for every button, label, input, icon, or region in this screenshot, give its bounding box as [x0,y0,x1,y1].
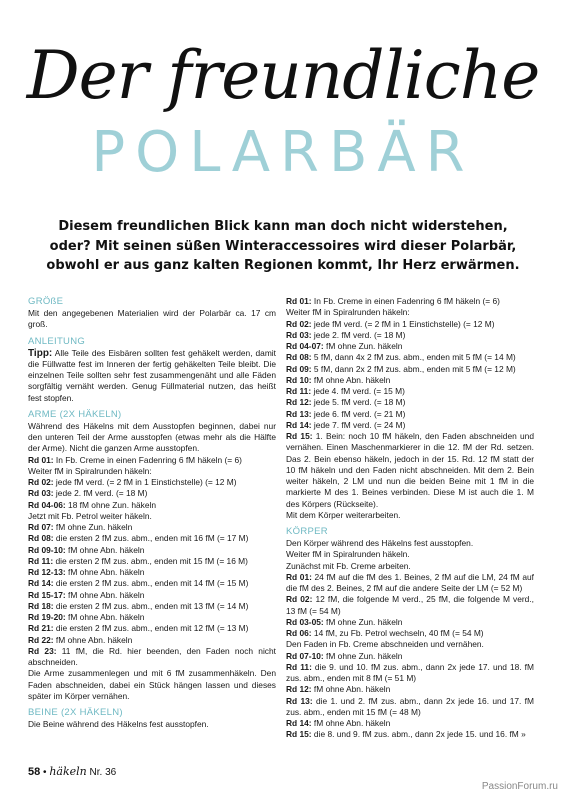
row-text: Weiter fM in Spiralrunden häkeln: [28,465,152,476]
row-label: Rd 04-06: [28,499,66,510]
instruction-row [286,628,534,639]
instruction-row [286,375,534,386]
row-text: Jetzt mit Fb. Petrol weiter häkeln. [28,510,152,521]
row-label: Rd 12: [286,684,312,695]
row-text: fM ohne Abn. häkeln [65,567,145,577]
row-label: Rd 22: [28,634,54,645]
row-text: 24 fM auf die fM des 1. Beines, 2 fM auf die LM, 24 fM auf die fM des 2. Beines, 2 fM auf die andere Seite der LM (= 52 M) [286,571,534,593]
row-text: Zunächst mit Fb. Creme arbeiten. [286,560,411,571]
tipp-text: Alle Teile des Eisbären sollten fest gehäkelt werden, damit die Füllwatte fest im Inneren der fertig gehäkelten Teile bleibt. Die einzelnen Teile sollten sehr fest zusammengenäht und alle Fäden sorgfältig vernäht werden. Genug Füllmaterial nutzen, das heißt fest stopfen. [28,347,276,403]
instruction-row [286,594,534,617]
row-text: fM ohne Abn. häkeln [65,589,145,600]
instruction-row [286,319,534,330]
instruction-row [28,477,276,488]
row-text: fM ohne Zun. häkeln [323,341,403,351]
instruction-row [28,623,276,634]
instruction-row [286,296,534,307]
row-text: fM ohne Zun. häkeln [53,522,133,532]
row-label: Rd 12: [286,397,312,408]
intro-text: Diesem freundlichen Blick kann man doch nicht widerstehen, oder? Mit seinen süßen Winteraccessoires wird dieser Polarbär, obwohl er aus ganz kalten Regionen kommt, Ihr Herz erwärmen. [46,219,520,273]
page-subtitle: POLARBÄR [91,120,475,185]
row-label: Rd 03-05: [286,616,324,627]
section-heading-beine: BEINE (2X HÄKELN) [28,707,123,718]
row-label: Rd 02: [286,594,313,605]
instruction-row [286,386,534,397]
row-text: 12 fM, die folgende M verd., 25 fM, die folgende M verd., 13 fM (= 54 M) [286,594,534,616]
koerper-pre: Mit dem Körper weiterarbeiten. [286,509,401,520]
row-text: 11 fM, die Rd. hier beenden, den Faden noch nicht abschneiden. [28,645,276,667]
row-text: 5 fM, dann 2x 2 fM zus. abm., enden mit 5 fM (= 12 M) [311,363,516,374]
row-label: Rd 08: [28,533,54,544]
row-text: In Fb. Creme in einen Fadenring 6 fM häkeln (= 6) [311,296,500,306]
left-column [28,296,276,730]
row-text: Den Faden in Fb. Creme abschneiden und vernähen. [286,639,484,650]
row-text: die ersten 2 fM zus. abm., enden mit 15 fM (= 16 M) [53,555,248,566]
instruction-row [28,466,276,477]
row-label: Rd 15: [286,431,313,441]
row-label: Rd 09-10: [28,544,66,555]
instruction-row [28,578,276,589]
instruction-row [28,601,276,612]
row-label: Rd 07-10: [286,650,324,661]
row-label: Rd 14: [286,419,312,430]
tipp-paragraph [28,348,276,404]
row-label: Rd 08: [286,352,312,363]
issue-number: Nr. 36 [89,767,117,778]
instruction-row [286,684,534,695]
row-label: Rd 02: [28,477,54,487]
row-label: Rd 18: [28,600,54,611]
row-label: Rd 01: [286,571,312,582]
row-label: Rd 13: [286,408,312,419]
instruction-row [286,639,534,650]
row-label: Rd 09: [286,363,312,374]
row-text: fM ohne Abn. häkeln [65,544,145,555]
arme-intro: Während des Häkelns mit dem Ausstopfen beginnen, dabei nur den unteren Teil der Arme ausstopfen (etwas mehr als die Hälfte der Arme). Nicht die ganzen Arme ausstopfen. [28,420,276,454]
row-label: Rd 15-17: [28,589,66,600]
section-heading-arme: ARME (2X HÄKELN) [28,408,122,420]
row-text: jede fM verd. (= 2 fM in 1 Einstichstelle) (= 12 M) [53,477,237,487]
row-text: die ersten 2 fM zus. abm., enden mit 12 fM (= 13 M) [53,623,249,634]
instruction-row [28,635,276,646]
row-text: jede 2. fM verd. (= 18 M) [53,488,148,499]
row-label: Rd 07: [28,522,54,532]
row-text: fM ohne Abn. häkeln [53,634,133,645]
page-footer [28,765,116,778]
row-text: 1. Bein: noch 10 fM häkeln, den Faden abschneiden und vernähen. Einen Maschenmarkierer in die 12. fM der Rd. setzen. Das 2. Bein ebenso häkeln, jedoch in der 15. Rd. 12 fM statt der 10 fM häkeln und den Faden nicht abschneiden. Mit dem 2. Bein weiter häkeln, 2 LM und nun die beiden Beine mit 1 fM in die markierte M des 1. Beines verbinden. Diese M ist auch die 1. M des Körpers (Rückseite). [286,431,534,509]
row-text: die 8. und 9. fM zus. abm., dann 2x jede 15. und 16. fM » [311,729,526,740]
instruction-row [286,651,534,662]
instruction-row [286,364,534,375]
row-text: die 1. und 2. fM zus. abm., dann 2x jede 16. und 17. fM zus. abm., enden mit 15 fM (= 48 M) [286,695,534,717]
instruction-row [286,729,534,740]
koerper-rows [286,549,534,740]
row-text: In Fb. Creme in einen Fadenring 6 fM häkeln (= 6) [53,454,242,465]
row-text: jede 4. fM verd. (= 15 M) [311,386,405,396]
instruction-row [286,696,534,719]
row-label: Rd 04-07: [286,341,324,351]
row-label: Rd 06: [286,628,312,638]
row-text: fM ohne Abn. häkeln [311,718,391,728]
arme-end: Die Arme zusammenlegen und mit 6 fM zusammenhäkeln. Den Faden abschneiden, dabei ein Stück hängen lassen und dieses später im Körper vernähen. [28,668,276,701]
watermark: PassionForum.ru [481,781,558,792]
section-heading-koerper: KÖRPER [286,526,328,537]
row-text: 18 fM ohne Zun. häkeln [65,499,157,510]
instruction-row [286,561,534,572]
row-label: Rd 19-20: [28,612,66,622]
row-label: Rd 23: [28,645,57,656]
koerper-intro: Den Körper während des Häkelns fest ausstopfen. [286,538,474,548]
instruction-row [28,545,276,556]
row-text: fM ohne Zun. häkeln [323,650,403,661]
instruction-row [28,511,276,522]
instruction-row [286,341,534,352]
section-heading-anleitung: ANLEITUNG [28,335,86,347]
row-text: Weiter fM in Spiralrunden häkeln: [286,307,410,318]
row-text: jede 6. fM verd. (= 21 M) [311,408,406,419]
row-text: fM ohne Zun. häkeln [323,616,403,627]
row-label: Rd 12-13: [28,567,66,577]
instruction-row [286,397,534,408]
row-label: Rd 03: [28,488,54,499]
instruction-row [286,662,534,685]
row-text: 5 fM, dann 4x 2 fM zus. abm., enden mit 5 fM (= 14 M) [311,352,516,363]
instruction-row [286,307,534,318]
magazine-name: häkeln [49,765,87,778]
instruction-row [286,549,534,560]
row-label: Rd 21: [28,623,54,634]
instruction-row [28,500,276,511]
section-heading-groesse: GRÖßE [28,296,64,307]
row-label: Rd 14: [286,718,312,728]
row-text: 14 fM, zu Fb. Petrol wechseln, 40 fM (= 54 M) [311,628,484,638]
row-text: fM ohne Abn. häkeln [311,684,391,695]
instruction-row [28,522,276,533]
row-text: fM ohne Abn. häkeln [311,374,391,385]
instruction-row [286,617,534,628]
groesse-text: Mit den angegebenen Materialien wird der Polarbär ca. 17 cm groß. [28,308,276,330]
row-label: Rd 11: [286,661,312,672]
instruction-row [28,612,276,623]
right-column [286,296,534,741]
row-text: jede 2. fM verd. (= 18 M) [311,329,406,340]
row-text: jede 5. fM verd. (= 18 M) [311,397,406,408]
instruction-row [286,352,534,363]
instruction-row [28,646,276,669]
row-label: Rd 13: [286,695,313,706]
row-text: die ersten 2 fM zus. abm., enden mit 16 fM (= 17 M) [53,533,249,544]
row-text: die ersten 2 fM zus. abm., enden mit 14 fM (= 15 M) [53,578,249,589]
row-label: Rd 01: [28,454,54,465]
row-label: Rd 15: [286,729,312,740]
instruction-row [28,590,276,601]
row-label: Rd 01: [286,296,312,306]
row-label: Rd 10: [286,374,312,385]
instruction-row [28,455,276,466]
row-text: jede fM verd. (= 2 fM in 1 Einstichstelle) (= 12 M) [311,318,495,329]
row-text: die 9. und 10. fM zus. abm., dann 2x jede 17. und 18. fM zus. abm., enden mit 8 fM (= 51 M) [286,661,534,683]
footer-bullet: • [43,767,47,778]
instruction-row [286,572,534,595]
row-label: Rd 14: [28,578,54,589]
beine-intro: Die Beine während des Häkelns fest ausstopfen. [28,719,209,729]
instruction-row [286,431,534,510]
row-text: fM ohne Abn. häkeln [65,612,145,622]
instruction-row [28,556,276,567]
row-text: die ersten 2 fM zus. abm., enden mit 13 fM (= 14 M) [53,600,249,611]
row-label: Rd 11: [28,555,54,566]
instruction-row [286,718,534,729]
row-text: Weiter fM in Spiralrunden häkeln. [286,549,410,560]
tipp-label: Tipp: [28,347,53,359]
beine-rows [286,296,534,510]
instruction-row [286,330,534,341]
row-label: Rd 03: [286,329,312,340]
row-text: jede 7. fM verd. (= 24 M) [311,419,406,430]
page-number: 58 [28,766,41,778]
row-label: Rd 02: [286,318,312,329]
instruction-row [28,488,276,499]
arme-rows [28,455,276,669]
instruction-row [28,567,276,578]
page-title: Der freundliche [26,37,540,114]
instruction-row [286,420,534,431]
row-label: Rd 11: [286,386,312,396]
instruction-row [286,409,534,420]
instruction-row [28,533,276,544]
